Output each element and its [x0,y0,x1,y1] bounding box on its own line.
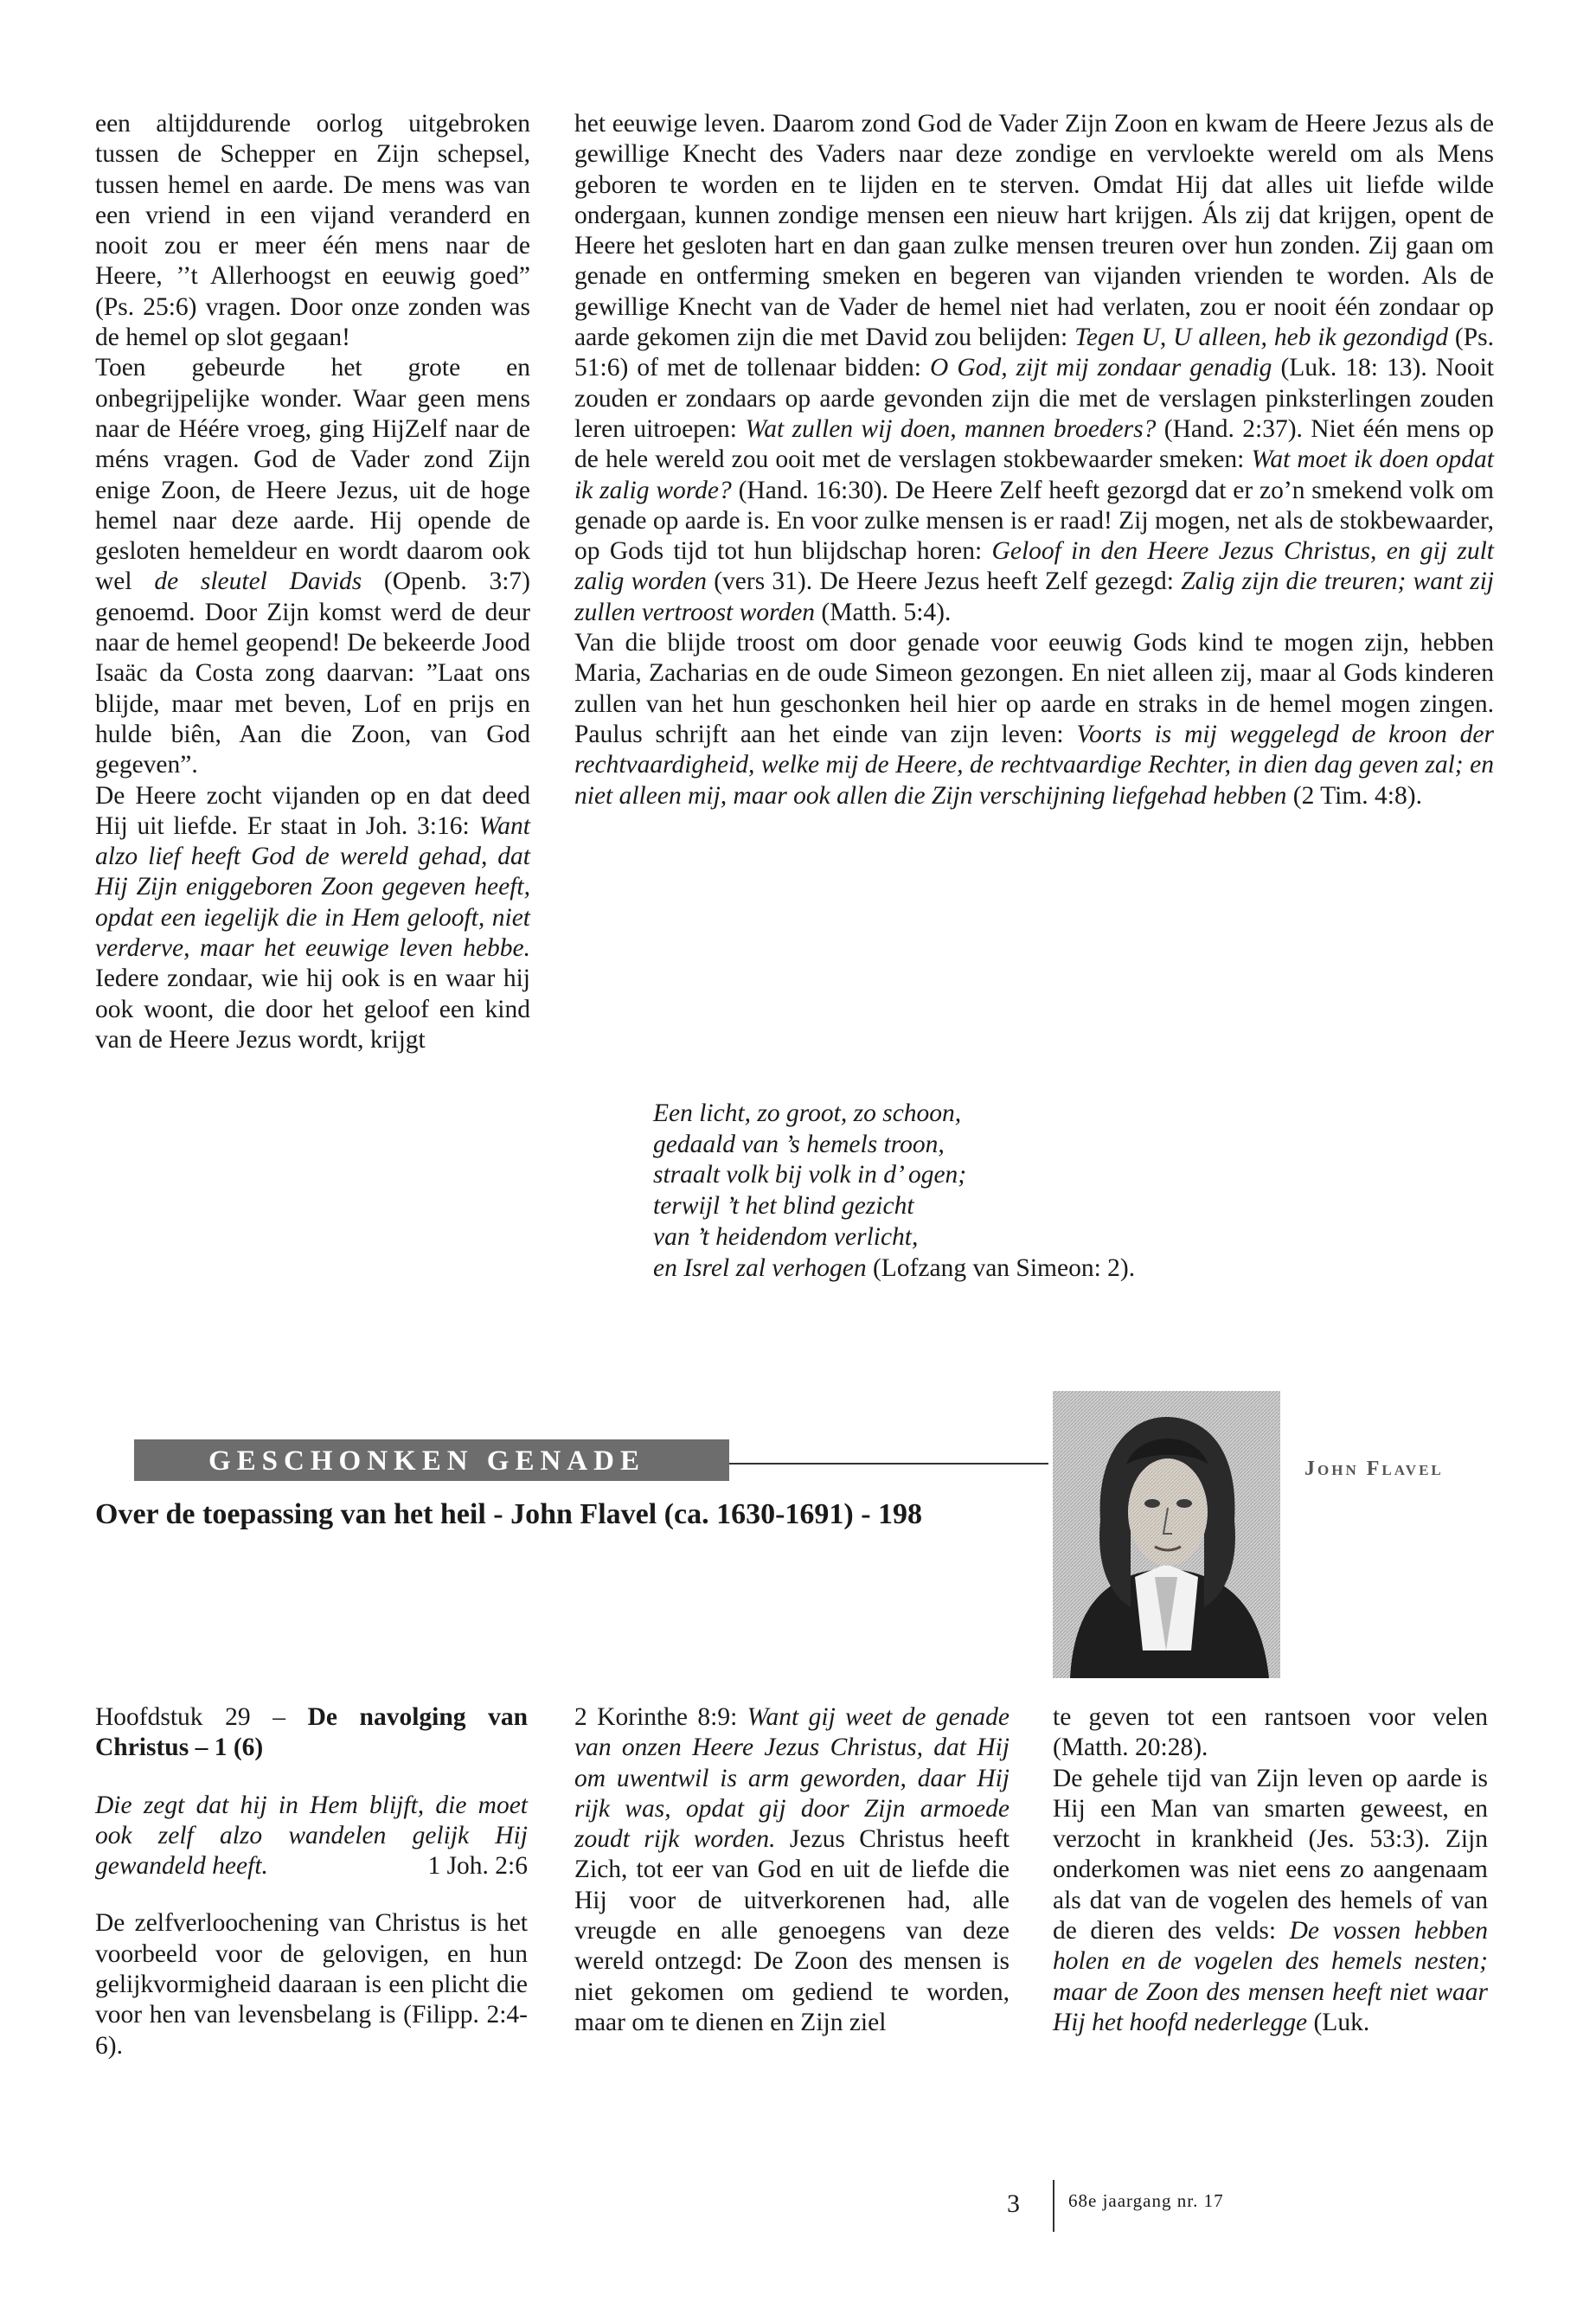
paragraph: Toen gebeurde het grote en onbegrijpelijke wonder. Waar geen mens naar de Héére vroeg, ging HijZelf naar de méns vragen. God de Vader zond Zijn enige Zoon, de Heere Jezus, uit de hoge hemel naar deze aarde. Hij opende de gesloten hemeldeur en wordt daarom ook wel de sleutel Davids (Openb. 3:7) genoemd. Door Zijn komst werd de deur naar de hemel geopend! De bekeerde Jood Isaäc da Costa zong daarvan: ”Laat ons blijde, maar met beven, Lof en prijs en hulde biên, Aan die Zoon, van God gegeven”. [95,354,530,779]
article-right-column [574,109,1494,811]
poem [653,1099,1135,1284]
paragraph: De Heere zocht vijanden op en dat deed Hij uit liefde. Er staat in Joh. 3:16: Want alzo lief heeft God de wereld gehad, dat Hij Zijn eniggeboren Zoon gegeven heeft, opdat een iegelijk die in Hem gelooft, niet verderve, maar het eeuwige leven hebbe. Iedere zondaar, wie hij ook is en waar hij ook woont, die door het geloof een kind van de Heere Jezus wordt, krijgt [95,781,530,1054]
section-subtitle: Over de toepassing van het heil - John Flavel (ca. 1630-1691) - 198 [95,1498,923,1530]
poem-line: terwijl ’t het blind gezicht [653,1192,914,1221]
bottom-column-2 [574,1702,1010,2038]
footer-divider [1053,2180,1054,2232]
poem-line: straalt volk bij volk in d’ ogen; [653,1161,967,1189]
bottom-column-3 [1053,1702,1488,2038]
portrait-engraving [1053,1391,1280,1678]
poem-line: Een licht, zo groot, zo schoon, [653,1099,962,1127]
bottom-column-1 [95,1702,528,2061]
paragraph: 2 Korinthe 8:9: Want gij weet de genade van onzen Heere Jezus Christus, dat Hij om uwentwil is arm geworden, daar Hij rijk was, opdat gij door Zijn armoede zoudt rijk worden. Jezus Christus heeft Zich, tot eer van God en uit de liefde die Hij voor de uitverkorenen had, alle vreugde en alle genoegens van deze wereld ontzegd: De Zoon des mensen is niet gekomen om gediend te worden, maar om te dienen en Zijn ziel [574,1703,1010,2036]
chapter-heading: Hoofdstuk 29 – De navolging van Christus – 1 (6) [95,1703,528,1762]
paragraph: Van die blijde troost om door genade voor eeuwig Gods kind te mogen zijn, hebben Maria, Zacharias en de oude Simeon gezongen. En niet alleen zij, maar al Gods kinderen zullen van het hun geschonken heil hier op aarde en straks in de hemel mogen zingen. Paulus schrijft aan het einde van zijn leven: Voorts is mij weggelegd de kroon der rechtvaardigheid, welke mij de Heere, de rechtvaardige Rechter, in dien dag geven zal; en niet alleen mij, maar ook allen die Zijn verschijning liefgehad hebben (2 Tim. 4:8). [574,629,1494,810]
author-portrait [1053,1391,1280,1678]
author-name: John Flavel [1304,1458,1444,1480]
epigraph-reference: 1 Joh. 2:6 [427,1852,528,1881]
section-banner-title: GESCHONKEN GENADE [208,1445,645,1477]
issue-label: 68e jaargang nr. 17 [1068,2190,1224,2211]
paragraph: te geven tot een rantsoen voor velen (Matth. 20:28). [1053,1703,1488,1762]
poem-line: gedaald van ’s hemels troon, [653,1130,945,1158]
paragraph: De zelfverloochening van Christus is het voorbeeld voor de gelovigen, en hun gelijkvormigheid daaraan is een plicht die voor hen van levensbelang is (Filipp. 2:4-6). [95,1909,528,2060]
page-number: 3 [1007,2189,1020,2218]
section-banner [134,1439,729,1481]
article-left-column [95,109,530,1055]
paragraph: een altijddurende oorlog uitgebroken tussen de Schepper en Zijn schepsel, tussen hemel en aarde. De mens was van een vriend in een vijand veranderd en nooit zou er meer één mens naar de Heere, ’’t Allerhoogst en eeuwig goed” (Ps. 25:6) vragen. Door onze zonden was de hemel op slot gegaan! [95,110,530,352]
poem-line: van ’t heidendom verlicht, [653,1222,919,1251]
epigraph: Die zegt dat hij in Hem blijft, die moet ook zelf alzo wandelen gelijk Hij gewandeld heeft. 1 Joh. 2:6 [95,1791,528,1882]
paragraph: het eeuwige leven. Daarom zond God de Vader Zijn Zoon en kwam de Heere Jezus als de gewillige Knecht des Vaders naar deze zondige en vervloekte wereld om als Mens geboren te worden en te lijden en te sterven. Omdat Hij dat alles uit liefde wilde ondergaan, kunnen zondige mensen een nieuw hart krijgen. Áls zij dat krijgen, opent de Heere het gesloten hart en dan gaan zulke mensen treuren over hun zonden. Zij gaan om genade en ontferming smeken en begeren van vijanden vrienden te worden. Als de gewillige Knecht van de Vader de hemel niet had verlaten, zou er nooit één zondaar op aarde gekomen zijn die met David zou belijden: Tegen U, U alleen, heb ik gezondigd (Ps. 51:6) of met de tollenaar bidden: O God, zijt mij zondaar genadig (Luk. 18: 13). Nooit zouden er zondaars op aarde gevonden zijn die met de verslagen pinksterlingen zouden leren uitroepen: Wat zullen wij doen, mannen broeders? (Hand. 2:37). Niet één mens op de hele wereld zou ooit met de verslagen stokbewaarder smeken: Wat moet ik doen opdat ik zalig worde? (Hand. 16:30). De Heere Zelf heeft gezorgd dat er zo’n smekend volk om genade op aarde is. En voor zulke mensen is er raad! Zij mogen, net als de stokbewaarder, op Gods tijd tot hun blijdschap horen: Geloof in den Heere Jezus Christus, en gij zult zalig worden (vers 31). De Heere Jezus heeft Zelf gezegd: Zalig zijn die treuren; want zij zullen vertroost worden (Matth. 5:4). [574,110,1495,626]
paragraph: De gehele tijd van Zijn leven op aarde is Hij een Man van smarten geweest, en verzocht in krankheid (Jes. 53:3). Zijn onderkomen was niet eens zo aangenaam als dat van de vogelen des hemels of van de dieren des velds: De vossen hebben holen en de vogelen des hemels nesten; maar de Zoon des mensen heeft niet waar Hij het hoofd nederlegge (Luk. [1053,1764,1488,2036]
poem-line: en Isrel zal verhogen (Lofzang van Simeon: 2). [653,1253,1136,1282]
